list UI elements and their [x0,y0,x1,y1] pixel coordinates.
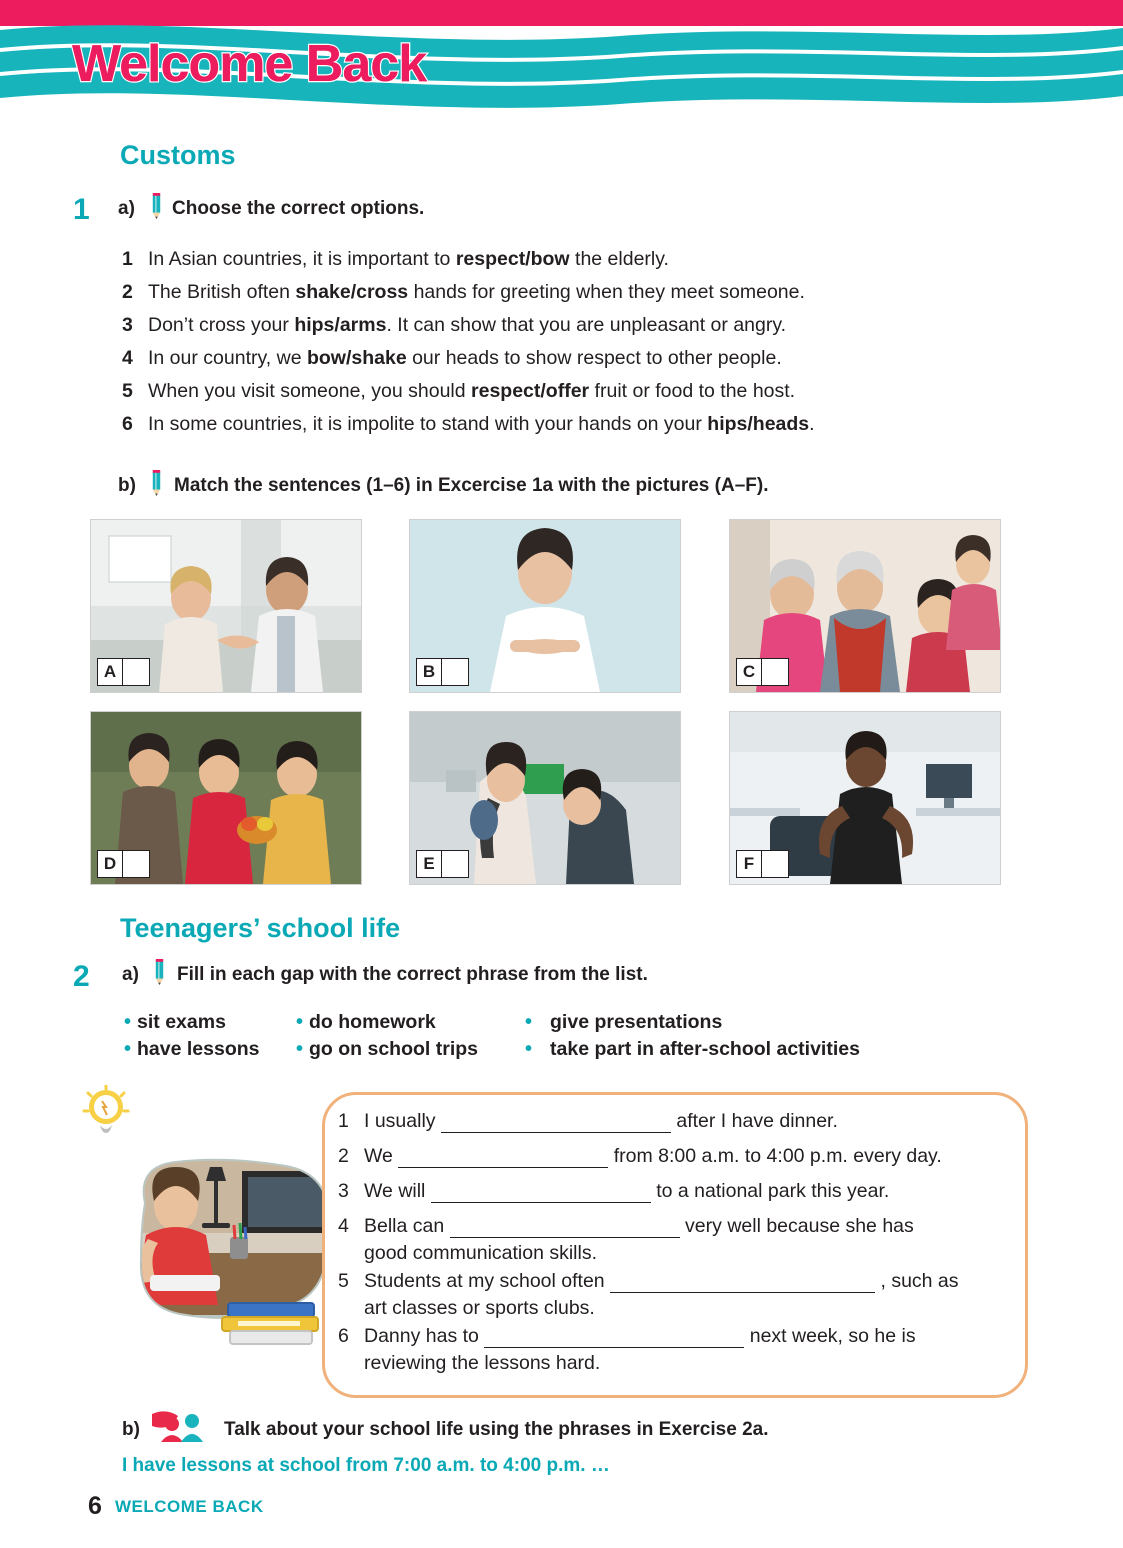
exercise-1a-item-5 [122,380,795,403]
picture-letter: D [98,851,123,877]
item-number: 4 [122,347,133,369]
exercise-2a-instruction: Fill in each gap with the correct phrase from the list. [177,964,648,985]
gap-text-after: from 8:00 a.m. to 4:00 p.m. every day. [608,1145,942,1167]
section-heading-customs: Customs [120,140,236,170]
picture-C[interactable] [729,519,1001,693]
gap-text-before: We will [364,1180,431,1202]
gap-item-text [364,1110,838,1133]
gap-item-text [364,1145,942,1168]
gap-item-5-line2: art classes or sports clubs. [364,1297,595,1319]
picture-letter: F [737,851,762,877]
item-number: 2 [122,281,133,303]
picture-B-answer[interactable] [416,658,469,686]
item-choice[interactable]: hips/heads [707,413,810,435]
picture-C-answer[interactable] [736,658,789,686]
item-text-after: . It can show that you are unpleasant or angry. [386,314,787,336]
exercise-2b-label: b) [122,1419,140,1440]
item-text-after: hands for greeting when they meet someone. [408,281,805,303]
section-heading-teenagers-school-life: Teenagers’ school life [120,913,401,943]
item-number: 5 [122,380,133,402]
speaking-heads-icon [148,1410,210,1442]
books-stack [222,1303,318,1344]
picture-E[interactable] [409,711,681,885]
gap-item-6-line2: reviewing the lessons hard. [364,1352,601,1374]
bullet-icon: • [124,1011,132,1033]
gap-item-text [364,1270,959,1293]
bullet-icon: • [296,1011,304,1033]
gap-text-before: Danny has to [364,1325,485,1347]
bullet-icon: • [525,1038,533,1060]
item-number: 6 [338,1325,349,1347]
picture-letter: A [98,659,123,685]
pencil-icon [150,470,163,496]
picture-A-answer[interactable] [97,658,150,686]
page-title: Welcome Back [72,35,427,93]
answer-blank[interactable] [442,659,468,685]
lightbulb-icon [84,1085,128,1133]
gap-text-after: next week, so he is [744,1325,916,1347]
answer-blank[interactable] [762,659,788,685]
answer-blank[interactable] [762,851,788,877]
exercise-2a-label: a) [122,964,139,985]
picture-F-answer[interactable] [736,850,789,878]
answer-blank[interactable] [123,851,149,877]
exercise-1a-item-6 [122,413,815,436]
exercise-1b-instruction: Match the sentences (1–6) in Excercise 1a with the pictures (A–F). [174,475,769,496]
item-choice[interactable]: respect/bow [455,248,570,270]
gap-blank[interactable] [610,1276,875,1293]
item-choice[interactable]: respect/offer [471,380,590,402]
gap-item-4-line2: good communication skills. [364,1242,598,1264]
phrase-take-part-in-after-school-activities [525,1038,860,1061]
item-text-after: . [809,413,815,435]
gap-text-after: very well because she has [679,1215,914,1237]
gap-text-before: I usually [364,1110,441,1132]
picture-D-answer[interactable] [97,850,150,878]
gap-blank[interactable] [431,1186,651,1203]
picture-D[interactable] [90,711,362,885]
gap-text-after: , such as [875,1270,959,1292]
gap-text-after: after I have dinner. [670,1110,838,1132]
gap-item-text [364,1325,916,1348]
picture-A[interactable] [90,519,362,693]
item-text-before: In our country, we [148,347,307,369]
item-number: 1 [338,1110,349,1132]
item-number: 5 [338,1270,349,1292]
gap-text-before: We [364,1145,399,1167]
phrase-label: sit exams [137,1011,226,1033]
footer-unit-label: WELCOME BACK [115,1497,264,1516]
item-choice[interactable]: bow/shake [306,347,407,369]
gap-blank[interactable] [484,1331,744,1348]
item-text-before: Don’t cross your [148,314,295,336]
item-text-before: In some countries, it is impolite to stand with your hands on your [148,413,708,435]
picture-E-answer[interactable] [416,850,469,878]
gap-text-before: Bella can [364,1215,450,1237]
bullet-icon: • [296,1038,304,1060]
page-banner [0,0,1123,118]
picture-letter: B [417,659,442,685]
exercise-1a-item-1 [122,248,669,271]
phrase-give-presentations [525,1011,722,1034]
phrase-do-homework [296,1011,436,1034]
item-number: 3 [338,1180,349,1202]
gap-blank[interactable] [398,1151,608,1168]
exercise-1a-item-4 [122,347,782,370]
item-text-before: When you visit someone, you should [148,380,472,402]
picture-B[interactable] [409,519,681,693]
gap-item-text [364,1180,889,1203]
picture-letter: C [737,659,762,685]
picture-F[interactable] [729,711,1001,885]
gap-blank[interactable] [441,1116,671,1133]
phrase-label: take part in after-school activities [550,1038,860,1060]
exercise-1a-instruction: Choose the correct options. [172,198,425,219]
item-number: 2 [338,1145,349,1167]
bullet-icon: • [124,1038,132,1060]
exercise-2b-example: I have lessons at school from 7:00 a.m. to 4:00 p.m. … [122,1455,610,1476]
exercise-1a-label: a) [118,198,135,219]
item-text-after: fruit or food to the host. [589,380,796,402]
item-number: 6 [122,413,133,435]
item-text-before: The British often [148,281,296,303]
exercise-1a-item-2 [122,281,805,304]
gap-item-text [364,1215,914,1238]
item-number: 4 [338,1215,349,1237]
item-number: 1 [122,248,133,270]
item-choice[interactable]: shake/cross [295,281,409,303]
exercise-1b-label: b) [118,475,136,496]
gap-text-before: Students at my school often [364,1270,611,1292]
item-number: 3 [122,314,133,336]
item-choice[interactable]: hips/arms [294,314,387,336]
student-illustration [72,1085,340,1385]
picture-letter: E [417,851,442,877]
exercise-2b-instruction: Talk about your school life using the phrases in Exercise 2a. [224,1419,769,1440]
phrase-label: do homework [309,1011,436,1033]
phrase-go-on-school-trips [296,1038,478,1061]
pencil-icon [150,193,163,219]
phrase-label: go on school trips [309,1038,479,1060]
exercise-number-1: 1 [73,193,90,226]
item-text-before: In Asian countries, it is important to [148,248,456,270]
exercise-number-2: 2 [73,960,90,993]
answer-blank[interactable] [123,659,149,685]
answer-blank[interactable] [442,851,468,877]
phrase-sit-exams [124,1011,226,1034]
item-text-after: the elderly. [569,248,669,270]
item-text-after: our heads to show respect to other people. [406,347,782,369]
phrase-have-lessons [124,1038,260,1061]
pencil-icon [153,959,166,985]
phrase-label: give presentations [550,1011,723,1033]
gap-blank[interactable] [450,1221,680,1238]
gap-text-after: to a national park this year. [650,1180,890,1202]
page-number: 6 [88,1492,102,1520]
exercise-1a-item-3 [122,314,786,337]
phrase-label: have lessons [137,1038,260,1060]
bullet-icon: • [525,1011,533,1033]
